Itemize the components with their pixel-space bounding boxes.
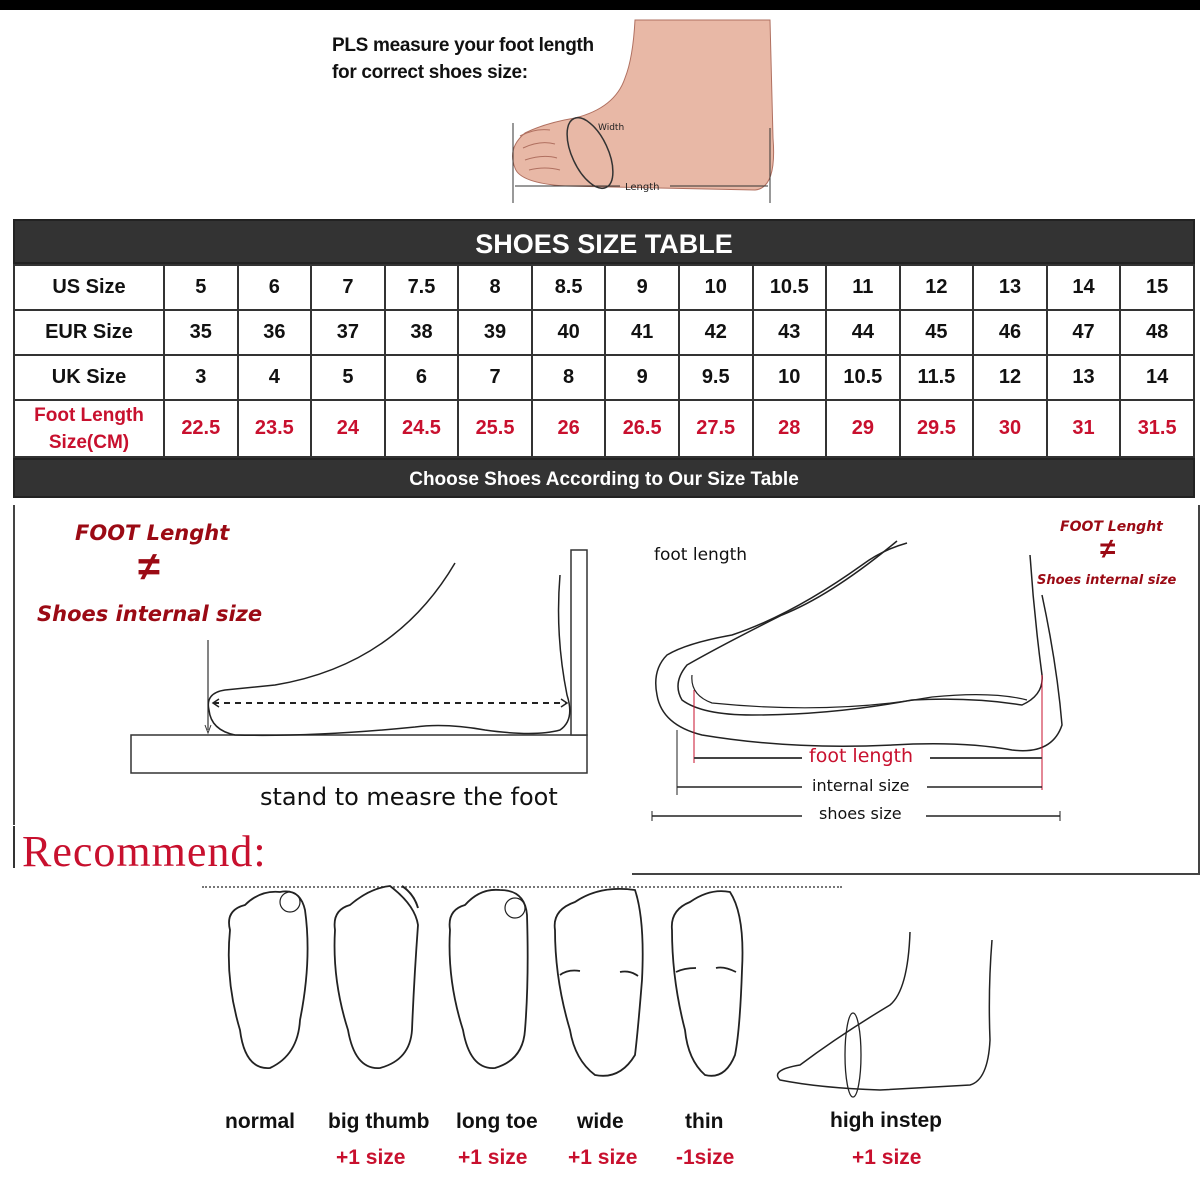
foot-type-normal: normal: [225, 1110, 296, 1133]
cell: 46: [973, 310, 1047, 355]
cell: 10: [753, 355, 827, 400]
cell: 9: [605, 265, 679, 310]
foot-outlines: [200, 880, 1000, 1100]
thin-foot-icon: [672, 891, 743, 1076]
table-row-us: [14, 265, 1194, 310]
row-label: EUR Size: [14, 310, 164, 355]
cell: 10.5: [826, 355, 900, 400]
cell: 15: [1120, 265, 1194, 310]
cell: 7: [458, 355, 532, 400]
cell: 7.5: [385, 265, 459, 310]
cell: 28: [753, 400, 827, 457]
table-row-foot-length-cm: [14, 400, 1194, 457]
cell: 36: [238, 310, 312, 355]
instruction-line-2: for correct shoes size:: [332, 62, 528, 83]
cell: 3: [164, 355, 238, 400]
dim-foot-length: foot length: [809, 745, 913, 767]
cell: 9: [605, 355, 679, 400]
cell: 10.5: [753, 265, 827, 310]
top-black-bar: [0, 0, 1200, 10]
cell: 31.5: [1120, 400, 1194, 457]
adjust-long-toe: +1 size: [458, 1146, 528, 1169]
cell: 42: [679, 310, 753, 355]
cell: 47: [1047, 310, 1121, 355]
adjust-high-instep: +1 size: [852, 1146, 922, 1169]
high-instep-foot-icon: [778, 932, 993, 1097]
cell: 8.5: [532, 265, 606, 310]
row-label-line-2: Size(CM): [48, 431, 130, 453]
cell: 11.5: [900, 355, 974, 400]
foot-type-long-toe: long toe: [456, 1110, 538, 1133]
choose-shoes-banner: Choose Shoes According to Our Size Table: [13, 458, 1195, 498]
shoe-cross-section-drawing: [632, 505, 1200, 875]
shoes-internal-note: Shoes internal size: [1037, 573, 1177, 588]
cell: 40: [532, 310, 606, 355]
table-row-uk: [14, 355, 1194, 400]
divider: [13, 826, 15, 868]
cell: 29: [826, 400, 900, 457]
cell: 5: [311, 355, 385, 400]
cell: 5: [164, 265, 238, 310]
recommend-title: Recommend:: [22, 827, 267, 876]
foot-type-recommendations: [200, 880, 1000, 1200]
foot-type-big-thumb: big thumb: [328, 1110, 430, 1133]
foot-type-high-instep: high instep: [830, 1109, 942, 1132]
foot-type-thin: thin: [685, 1110, 724, 1133]
foot-length-note: FOOT Lenght: [1060, 519, 1163, 535]
cell: 41: [605, 310, 679, 355]
shoes-internal-note: Shoes internal size: [37, 602, 263, 626]
cell: 31: [1047, 400, 1121, 457]
cell: 14: [1120, 355, 1194, 400]
big-thumb-foot-icon: [335, 886, 418, 1068]
foot-on-board-drawing: [15, 505, 625, 825]
cell: 44: [826, 310, 900, 355]
dim-internal-size: internal size: [812, 776, 910, 795]
cell: 12: [973, 355, 1047, 400]
adjust-big-thumb: +1 size: [336, 1146, 406, 1169]
wide-foot-icon: [555, 889, 643, 1076]
cell: 8: [532, 355, 606, 400]
cell: 26: [532, 400, 606, 457]
size-grid: [13, 264, 1195, 458]
foot-type-wide: wide: [577, 1110, 624, 1133]
cell: 38: [385, 310, 459, 355]
cell: 14: [1047, 265, 1121, 310]
not-equal-icon: ≠: [138, 545, 160, 589]
cell: 6: [238, 265, 312, 310]
row-label: UK Size: [14, 355, 164, 400]
svg-text:Length: Length: [625, 182, 660, 193]
shoe-size-diagram: [632, 505, 1200, 875]
cell: 6: [385, 355, 459, 400]
cell: 9.5: [679, 355, 753, 400]
instruction-line-1: PLS measure your foot length: [332, 35, 594, 56]
cell: 27.5: [679, 400, 753, 457]
row-label-line-1: Foot Length: [34, 404, 144, 426]
cell: 48: [1120, 310, 1194, 355]
cell: 4: [238, 355, 312, 400]
cell: 8: [458, 265, 532, 310]
cell: 22.5: [164, 400, 238, 457]
adjust-wide: +1 size: [568, 1146, 638, 1169]
stand-caption: stand to measre the foot: [260, 783, 558, 811]
row-label: [14, 400, 164, 457]
row-label: US Size: [14, 265, 164, 310]
cell: 25.5: [458, 400, 532, 457]
foot-measurement-photo: [505, 18, 785, 203]
stand-measure-diagram: [13, 505, 623, 825]
adjust-thin: -1size: [676, 1146, 735, 1169]
cell: 23.5: [238, 400, 312, 457]
table-row-eur: [14, 310, 1194, 355]
shoes-size-table: [13, 219, 1195, 498]
dim-shoes-size: shoes size: [819, 804, 902, 823]
cell: 13: [1047, 355, 1121, 400]
cell: 13: [973, 265, 1047, 310]
cell: 12: [900, 265, 974, 310]
cell: 30: [973, 400, 1047, 457]
cell: 24: [311, 400, 385, 457]
cell: 45: [900, 310, 974, 355]
cell: 39: [458, 310, 532, 355]
cell: 26.5: [605, 400, 679, 457]
cell: 37: [311, 310, 385, 355]
cell: 35: [164, 310, 238, 355]
foot-length-label: foot length: [654, 545, 748, 565]
cell: 24.5: [385, 400, 459, 457]
table-title: SHOES SIZE TABLE: [13, 219, 1195, 264]
cell: 11: [826, 265, 900, 310]
cell: 29.5: [900, 400, 974, 457]
svg-text:Width: Width: [598, 123, 625, 133]
cell: 7: [311, 265, 385, 310]
not-equal-icon: ≠: [1100, 533, 1116, 564]
foot-length-note: FOOT Lenght: [75, 521, 230, 545]
cell: 10: [679, 265, 753, 310]
long-toe-foot-icon: [450, 890, 528, 1068]
normal-foot-icon: [229, 891, 308, 1068]
cell: 43: [753, 310, 827, 355]
